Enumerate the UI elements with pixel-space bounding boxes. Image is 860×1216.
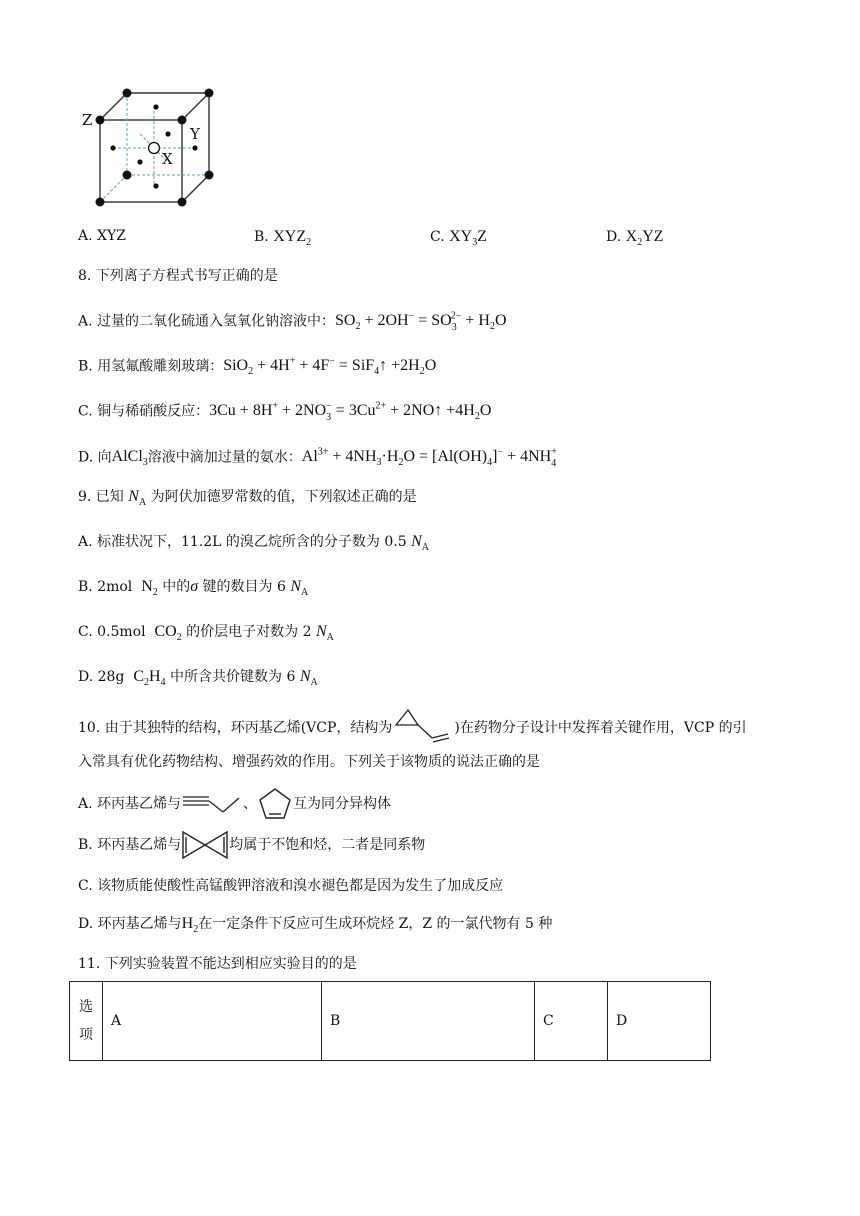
q10-option-d: D. 环丙基乙烯与$H_2$在一定条件下反应可生成环烷烃 Z，Z 的一氯代物有 5 种	[78, 915, 553, 936]
q9-option-d: D. 28g $C_2H_4$ 中所含共价键数为 6 $N_A$	[78, 668, 318, 689]
q7-option-b: B. $XYZ_2$	[254, 228, 312, 249]
q10-option-b: B. 环丙基乙烯与 均属于不饱和烃，二者是同系物	[78, 828, 425, 862]
q8-stem: 8. 下列离子方程式书写正确的是	[78, 268, 278, 284]
q9-option-c: C. 0.5mol $CO_2$ 的价层电子对数为 2 $N_A$	[78, 623, 334, 644]
q9-option-a: A. 标准状况下，11.2L 的溴乙烷所含的分子数为 0.5 $N_A$	[78, 533, 430, 554]
vcp-structure-icon	[392, 708, 454, 748]
q8-option-c: C. 铜与稀硝酸反应：$3Cu + 8H^+ + 2NO_3^- = 3Cu^{2+}$ + 2NO↑ $+4H_2O$	[78, 401, 492, 423]
crystal-cell-diagram	[76, 82, 226, 212]
q7-option-d: D. $X_2YZ$	[606, 228, 664, 249]
spiro-diene-structure-icon	[181, 829, 229, 861]
pentenyne-structure-icon	[181, 792, 243, 816]
table-header-option: 选项	[70, 982, 103, 1061]
table-row	[70, 982, 711, 1061]
q7-option-c: C. $XY_3Z$	[430, 228, 488, 249]
q10-option-c: C. 该物质能使酸性高锰酸钾溶液和溴水褪色都是因为发生了加成反应	[78, 878, 504, 894]
q7-option-a: A. XYZ	[78, 228, 126, 244]
q8-option-b: B. 用氢氟酸雕刻玻璃：SiO$_2$ + 4H+ + 4F− = SiF$_4$↑ $+2H_2O$	[78, 356, 437, 378]
q9-option-b: B. 2mol $N_2$ 中的σ 键的数目为 6 $N_A$	[78, 578, 309, 599]
q8-option-d: D. 向AlCl$_3$溶液中滴加过量的氨水：$Al^{3+} + 4NH_3\cdot H_2O = [Al(OH)_4]^- + 4NH_4^+$	[78, 447, 557, 469]
q10-stem-line2: 入常具有优化药物结构、增强药效的作用。下列关于该物质的说法正确的是	[78, 754, 540, 770]
label-x: X	[162, 150, 173, 168]
label-y: Y	[190, 125, 200, 143]
q10-stem: 10. 由于其独特的结构，环丙基乙烯(VCP，结构为 )在药物分子设计中发挥着关键作用，VCP 的引	[78, 708, 747, 748]
table-header-a: A	[103, 982, 322, 1061]
table-header-d: D	[608, 982, 711, 1061]
cyclopentene-structure-icon	[257, 786, 293, 822]
table-header-b: B	[322, 982, 535, 1061]
q10-option-a: A. 环丙基乙烯与 、 互为同分异构体	[78, 786, 391, 822]
table-header-c: C	[535, 982, 608, 1061]
label-z: Z	[82, 111, 93, 129]
experiment-table	[69, 981, 711, 1061]
q9-stem: 9. 已知 $N_A$ 为阿伏加德罗常数的值，下列叙述正确的是	[78, 488, 417, 509]
q8-option-a: A. 过量的二氧化硫通入氢氧化钠溶液中：$SO_2 + 2OH^- = SO_3^{2-} + H_2O$	[78, 311, 507, 333]
q11-stem: 11. 下列实验装置不能达到相应实验目的的是	[78, 956, 357, 972]
